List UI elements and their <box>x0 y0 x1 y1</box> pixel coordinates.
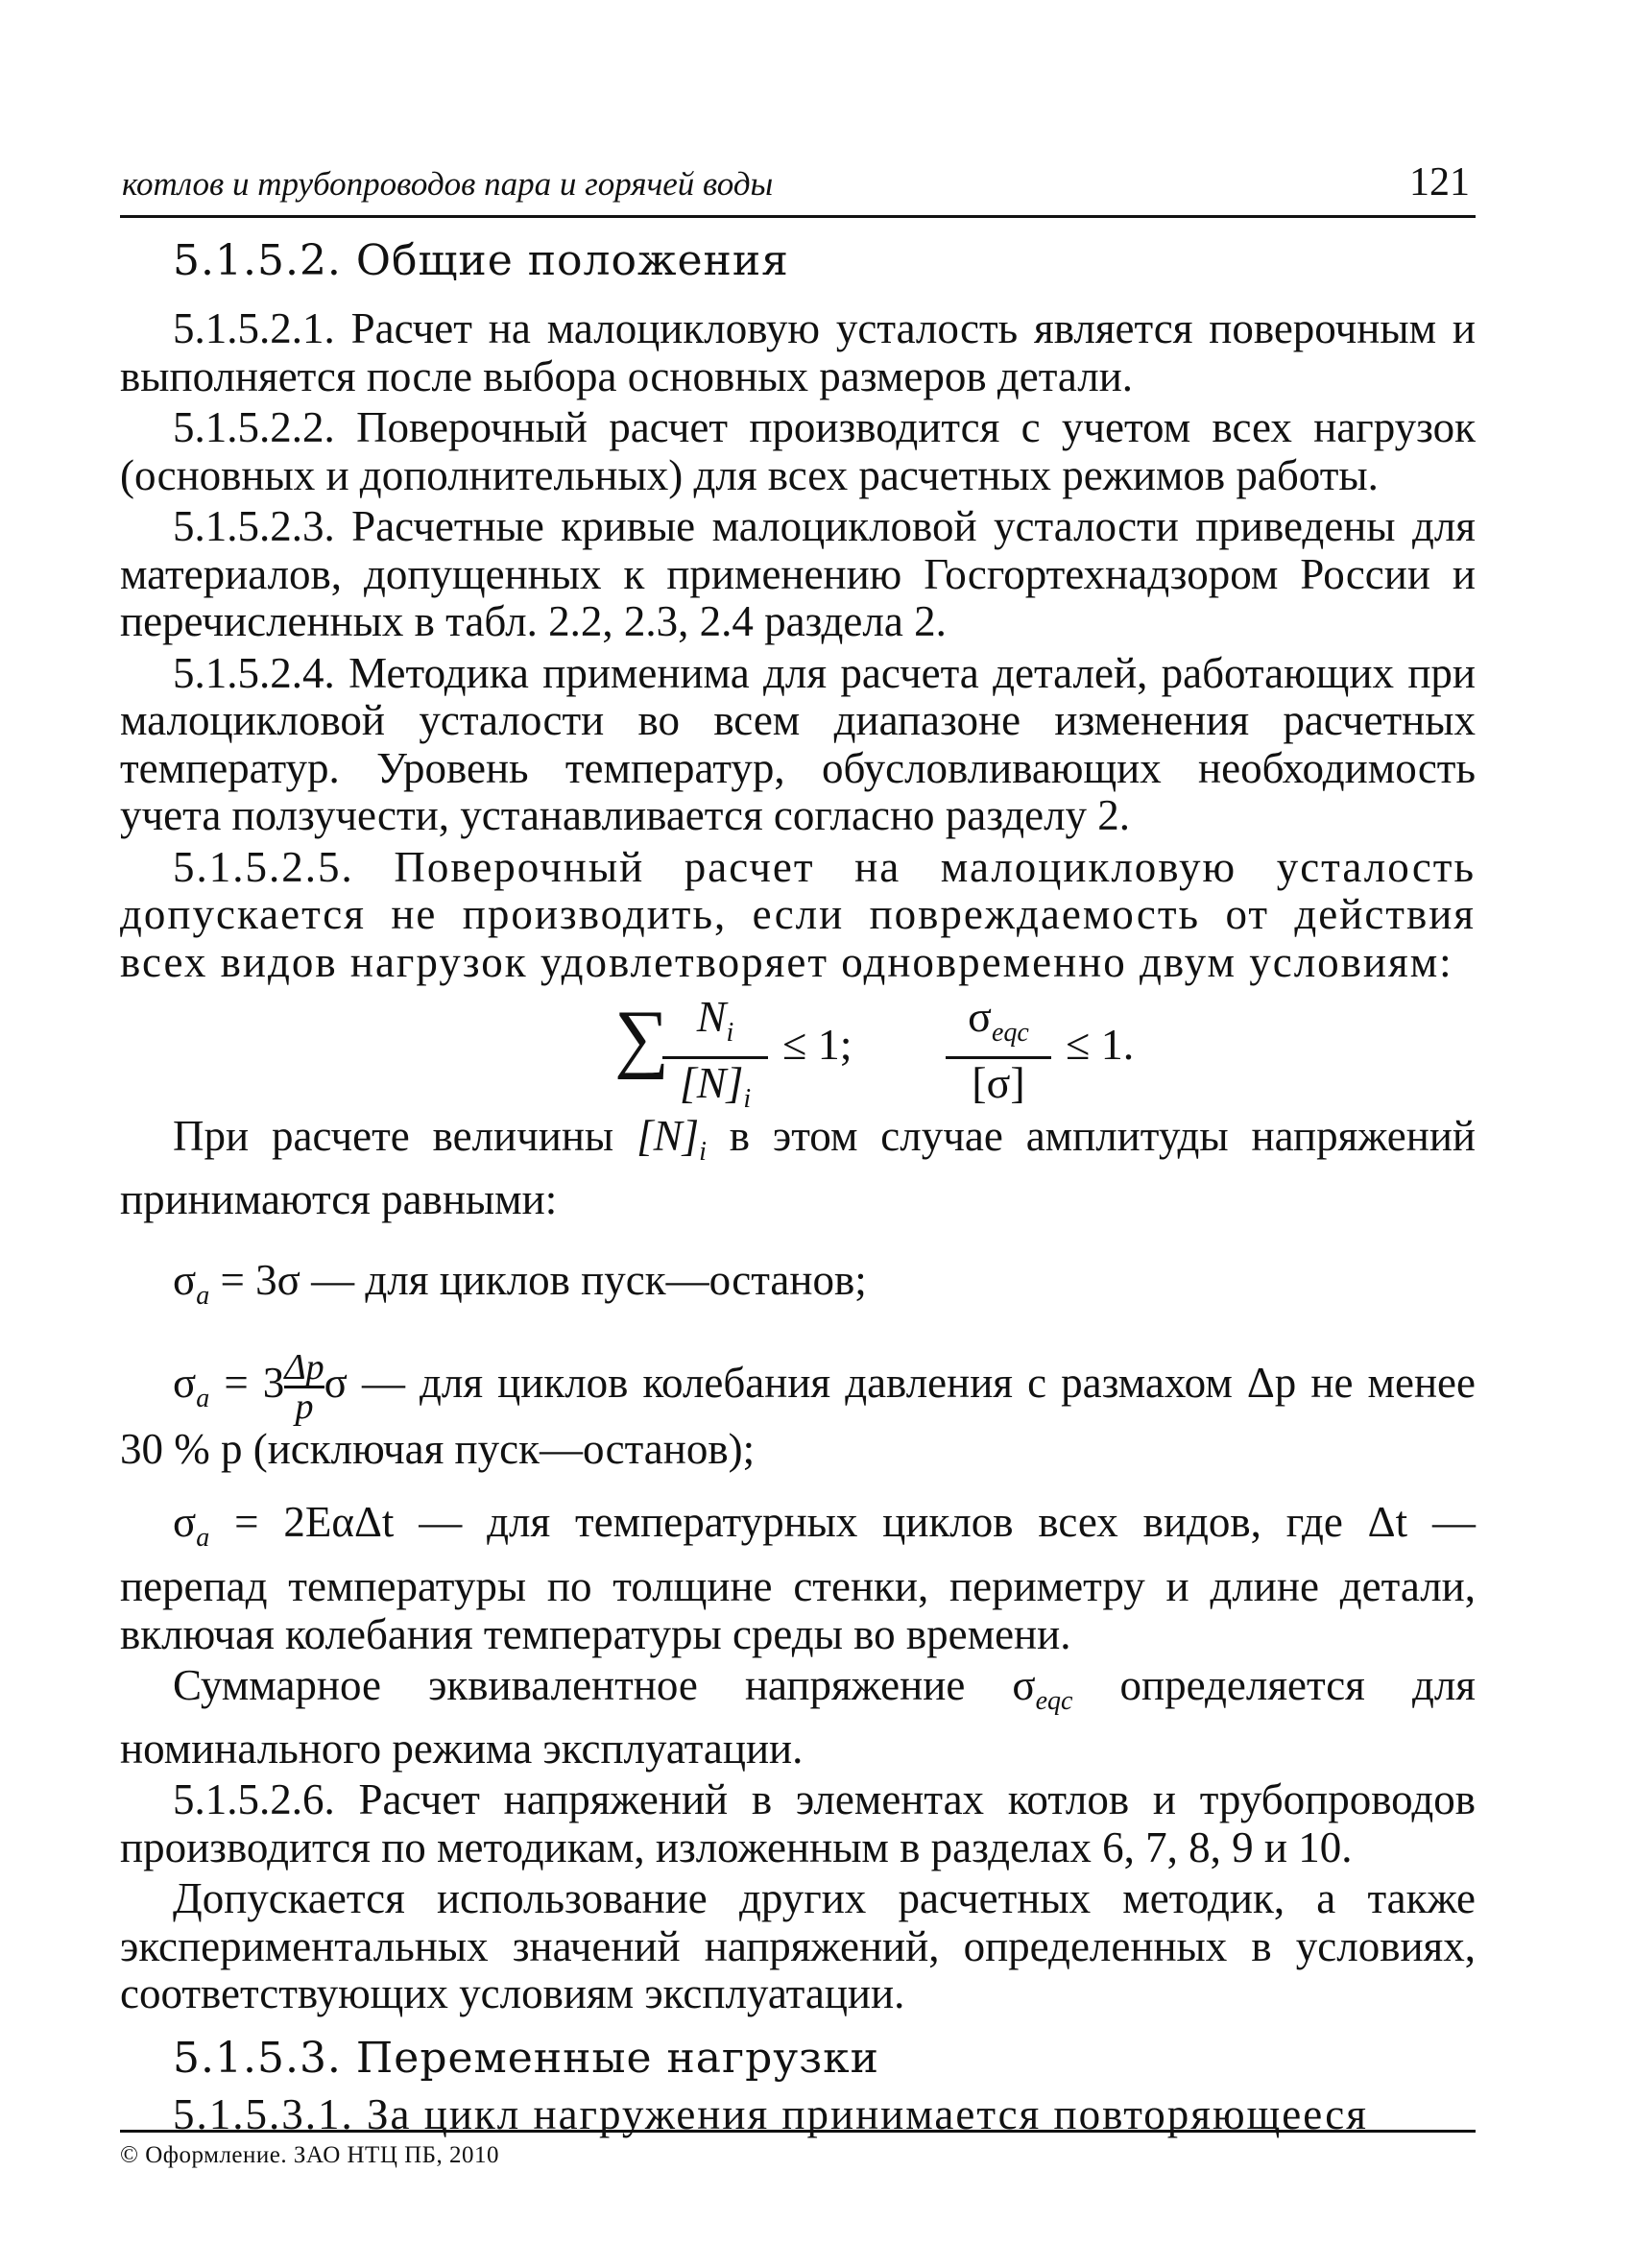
case-eq: = 3 <box>209 1358 285 1407</box>
case-temperature <box>120 1498 1476 1658</box>
sum-symbol: ∑ <box>614 996 670 1080</box>
p-denominator: p <box>295 1387 314 1427</box>
page-header <box>120 161 1476 218</box>
denominator-sigma: [σ] <box>972 1058 1025 1107</box>
case-text: = 2EαΔt — для температурных циклов всех видов, где Δt — перепад температуры по толщине стенки, периметру и длине детали, включая колебания температуры среды во времени. <box>120 1498 1476 1658</box>
case-start-stop <box>120 1256 1476 1320</box>
paragraph: 5.1.5.2.5. Поверочный расчет на малоцикловую усталость допускается не производить, если повреждаемость от действия всех видов нагрузок удовлетворяет одновременно двум условиям: <box>120 842 1476 986</box>
numerator-sigma-sub: eqc <box>991 1018 1029 1048</box>
paragraph: 5.1.5.3.1. За цикл нагружения принимается повторяющееся <box>173 2089 1368 2138</box>
inline-math-sub: i <box>699 1137 707 1167</box>
delta-p-numerator: Δp <box>284 1347 324 1387</box>
text-span: в этом случае амплитуды напряжений принимаются равными: <box>120 1112 1476 1223</box>
page-body <box>120 232 1476 2142</box>
paragraph: 5.1.5.2.1. Расчет на малоцикловую усталость является поверочным и выполняется после выбора основных размеров детали. <box>120 304 1476 400</box>
sigma-sub: a <box>196 1281 210 1311</box>
numerator-n: N <box>696 992 727 1041</box>
paragraph: 5.1.5.2.3. Расчетные кривые малоцикловой усталости приведены для материалов, допущенных к применению Госгортехнадзором России и перечисленных в табл. 2.2, 2.3, 2.4 раздела 2. <box>120 502 1476 645</box>
fraction-n-over-n <box>662 994 768 1123</box>
section-heading: 5.1.5.3. Переменные нагрузки <box>173 2033 879 2083</box>
section-heading: 5.1.5.2. Общие положения <box>173 236 789 285</box>
sigma-sub: eqc <box>1035 1686 1073 1716</box>
case-pressure <box>120 1349 1476 1473</box>
sigma-sub: a <box>196 1383 210 1413</box>
denominator-sub: i <box>743 1084 752 1114</box>
sigma: σ <box>173 1256 197 1304</box>
copyright-note: © Оформление. ЗАО НТЦ ПБ, 2010 <box>120 2142 500 2168</box>
sigma: σ <box>173 1498 197 1546</box>
relation-2: ≤ 1. <box>1066 1020 1135 1069</box>
running-title: котлов и трубопроводов пара и горячей воды <box>122 165 774 203</box>
conditions-formula <box>120 990 1476 1114</box>
case-text: σ — для циклов колебания давления с размахом Δp не менее 30 % p (исключая пуск—останов); <box>120 1358 1476 1473</box>
paragraph: 5.1.5.2.6. Расчет напряжений в элементах котлов и трубопроводов производится по методикам, изложенным в разделах 6, 7, 8, 9 и 10. <box>120 1775 1476 1871</box>
case-text: = 3σ — для циклов пуск—останов; <box>209 1256 867 1304</box>
text-span: При расчете величины <box>173 1112 637 1160</box>
numerator-sigma: σ <box>968 992 992 1041</box>
sigma: σ <box>173 1358 197 1407</box>
page-number: 121 <box>1409 160 1470 205</box>
inline-math: [N] <box>636 1112 700 1160</box>
denominator-n: [N] <box>679 1058 744 1107</box>
paragraph <box>120 1662 1476 1773</box>
sigma-sub: a <box>196 1523 210 1553</box>
text-span: Суммарное эквивалентное напряжение σ <box>173 1661 1036 1709</box>
fraction-sigma <box>946 994 1051 1107</box>
page-footer <box>120 2130 1476 2169</box>
paragraph: Допускается использование других расчетных методик, а также экспериментальных значений напряжений, определенных в условиях, соответствующих условиям эксплуатации. <box>120 1874 1476 2017</box>
relation-1: ≤ 1; <box>782 1020 853 1069</box>
paragraph <box>120 1113 1476 1223</box>
paragraph: 5.1.5.2.2. Поверочный расчет производится с учетом всех нагрузок (основных и дополнительных) для всех расчетных режимов работы. <box>120 403 1476 499</box>
paragraph: 5.1.5.2.4. Методика применима для расчета деталей, работающих при малоцикловой усталости во всем диапазоне изменения расчетных температур. Уровень температур, обусловливающих необходимость учета ползучести, устанавливается согласно разделу 2. <box>120 648 1476 839</box>
numerator-sub: i <box>726 1018 734 1048</box>
text-span: определяется для номинального режима эксплуатации. <box>120 1661 1476 1773</box>
